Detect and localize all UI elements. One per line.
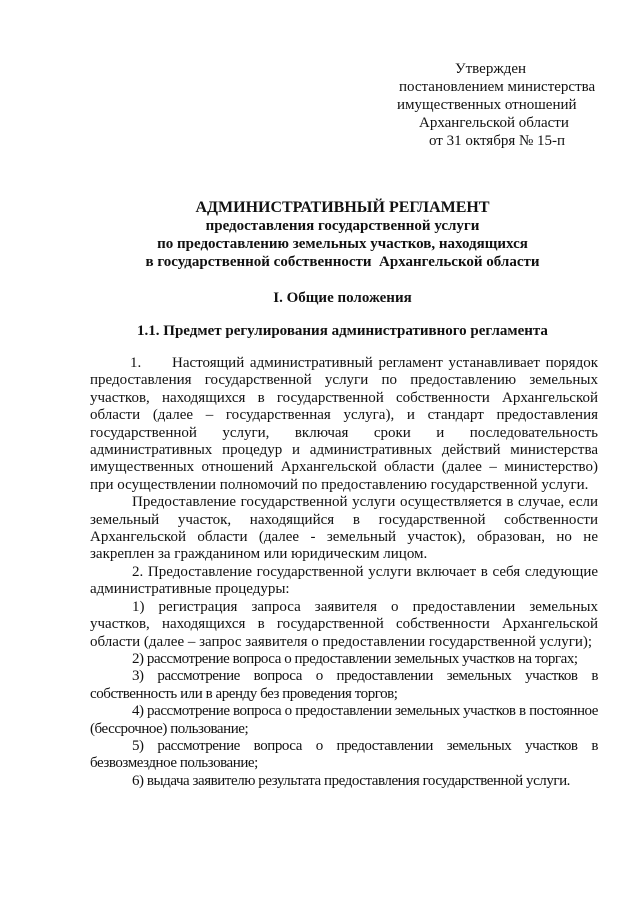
approval-stamp — [393, 60, 613, 150]
title-main: АДМИНИСТРАТИВНЫЙ РЕГЛАМЕНТ — [195, 199, 490, 216]
subsection-heading: 1.1. Предмет регулирования административного регламента — [137, 323, 548, 339]
approval-line-3: имущественных отношений — [397, 97, 577, 113]
paragraph-1 — [90, 355, 598, 494]
paragraph-1-text: Настоящий административный регламент устанавливает порядок предоставления государственной услуги по предоставлению земельных участков, находящихся в государственной собственности Архангельской области (далее – государственная услуга), и стандарт предоставления государственной услуги, включая сроки и последовательность административных процедур и административных действий министерства имущественных отношений Архангельской области (далее – министерство) при осуществлении полномочий по предоставлению государственной услуги. — [90, 355, 598, 493]
list-item-1: 1) регистрация запроса заявителя о предоставлении земельных участков, находящихся в государственной собственности Архангельской области (далее – запрос заявителя о предоставлении государственной услуги); — [90, 598, 598, 650]
list-item-6: 6) выдача заявителю результата предоставления государственной услуги. — [132, 772, 570, 789]
list-item-4: 4) рассмотрение вопроса о предоставлении земельных участков в постоянное (бессрочное) пользование; — [90, 703, 598, 737]
list-item-2: 2) рассмотрение вопроса о предоставлении земельных участков на торгах; — [132, 650, 578, 667]
paragraph-1-number: 1. — [130, 355, 142, 371]
approval-line-1: Утвержден — [455, 61, 527, 77]
approval-line-4: Архангельской области — [419, 115, 569, 131]
body-text — [90, 355, 598, 790]
list-item-3: 3) рассмотрение вопроса о предоставлении земельных участков в собственность или в аренду без проведения торгов; — [90, 668, 598, 702]
list-item-5: 5) рассмотрение вопроса о предоставлении земельных участков в безвозмездное пользование; — [90, 737, 598, 772]
title-subtitle-1: предоставления государственной услуги — [205, 218, 480, 234]
title-subtitle-3: в государственной собственности Архангельской области — [145, 254, 540, 270]
section-heading: I. Общие положения — [273, 290, 412, 306]
paragraph-3: 2. Предоставление государственной услуги включает в себя следующие административные процедуры: — [90, 563, 598, 598]
approval-line-5: от 31 октября № 15-п — [429, 133, 566, 149]
title-subtitle-2: по предоставлению земельных участков, находящихся — [157, 236, 528, 252]
document-title — [90, 198, 595, 271]
approval-line-2: постановлением министерства — [399, 79, 596, 95]
paragraph-2: Предоставление государственной услуги осуществляется в случае, если земельный участок, находящийся в государственной собственности Архангельской области (далее - земельный участок), образован, но не закреплен за гражданином или юридическим лицом. — [90, 494, 598, 563]
